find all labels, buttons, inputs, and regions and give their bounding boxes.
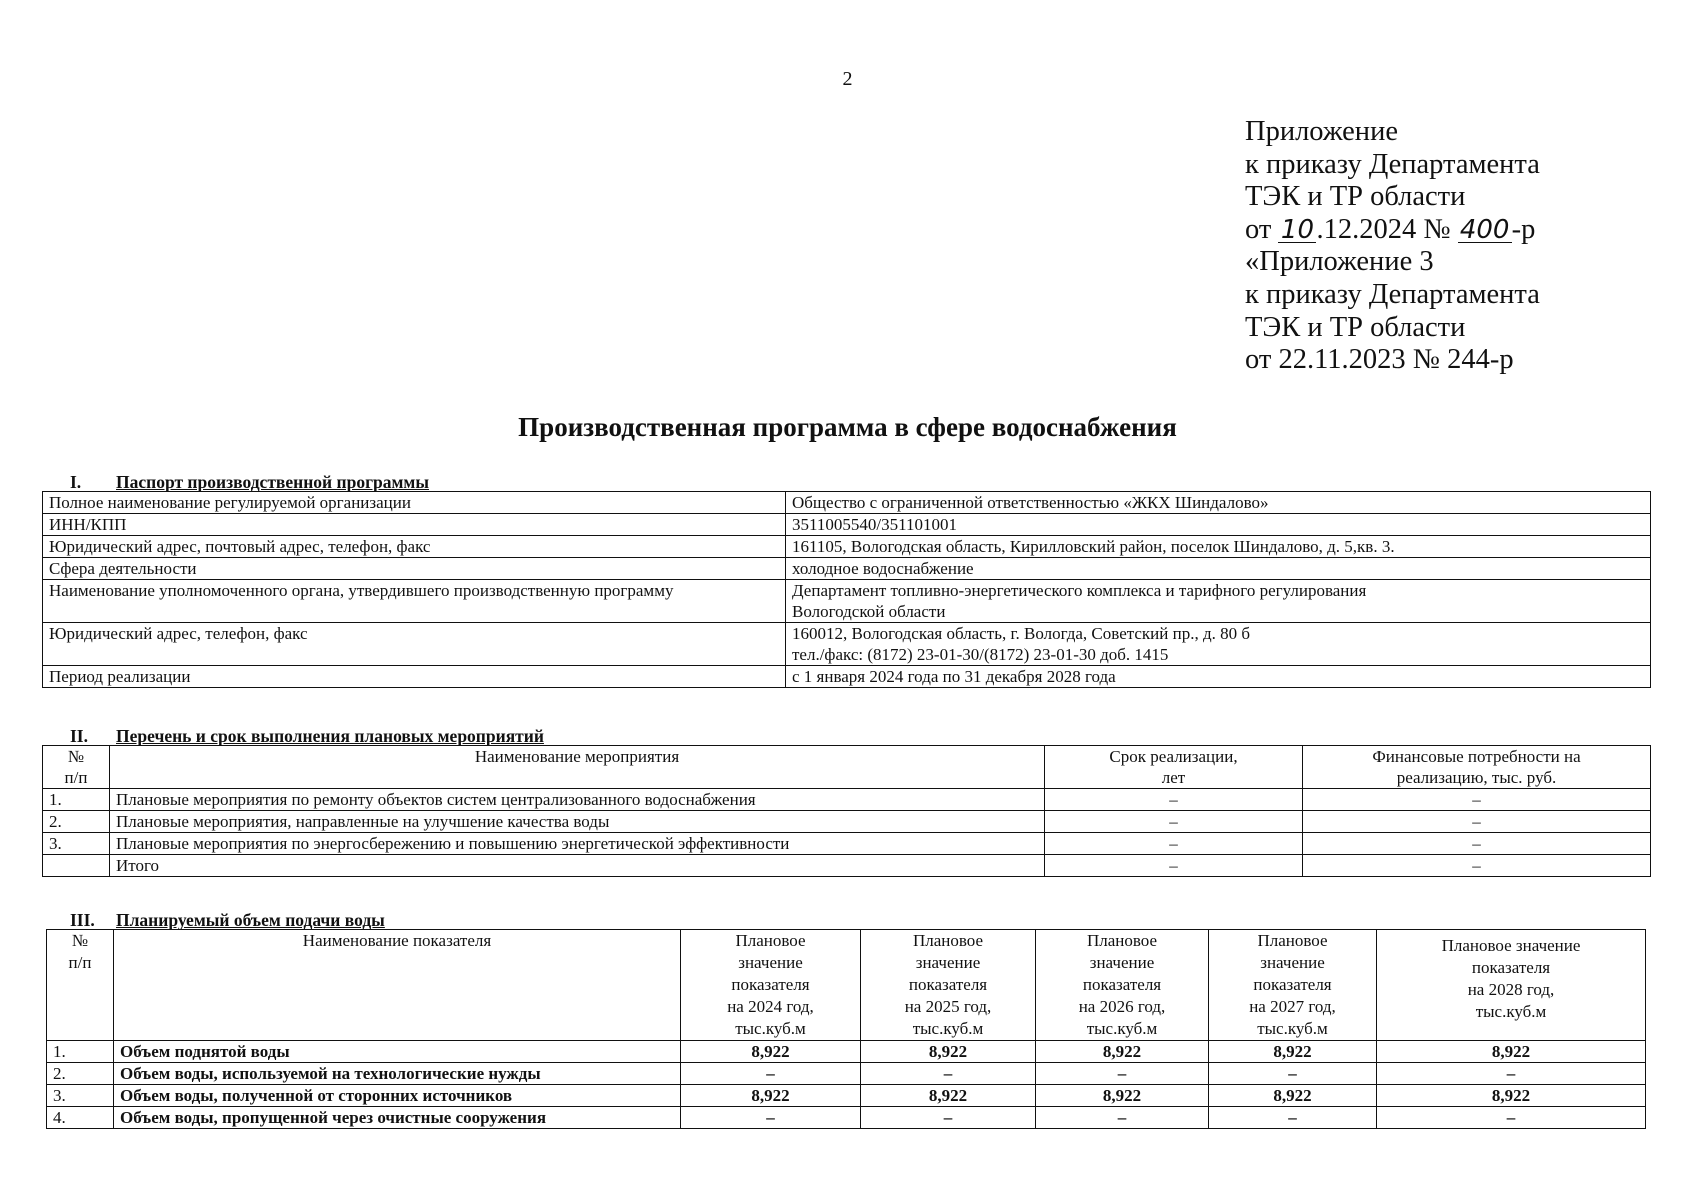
passport-value: 3511005540/351101001 — [786, 514, 1651, 536]
passport-value: Общество с ограниченной ответственностью «ЖКХ Шиндалово» — [786, 492, 1651, 514]
header-line: тыс.куб.м — [1086, 1019, 1158, 1038]
passport-value: с 1 января 2024 года по 31 декабря 2028 года — [786, 666, 1651, 688]
header-line: на 2026 год, — [1078, 997, 1166, 1016]
table-row — [47, 1041, 1646, 1063]
measure-term: – — [1045, 811, 1303, 833]
section-number: I. — [70, 472, 82, 492]
value-2025: 8,922 — [861, 1085, 1036, 1107]
passport-label: Наименование уполномоченного органа, утвердившего производственную программу — [43, 580, 786, 623]
row-num: 1. — [47, 1041, 114, 1063]
table-row — [43, 811, 1651, 833]
value-2028: 8,922 — [1377, 1085, 1646, 1107]
passport-value-line: тел./факс: (8172) 23-01-30/(8172) 23-01-30 доб. 1415 — [792, 645, 1169, 664]
header-line: Плановое — [1086, 931, 1158, 950]
passport-value — [786, 623, 1651, 666]
appendix-line: Приложение — [1245, 116, 1398, 147]
measures-table — [42, 745, 1651, 877]
section-number: II. — [70, 726, 88, 746]
table-row — [43, 536, 1651, 558]
col-header-financing — [1303, 746, 1651, 789]
row-num: 4. — [47, 1107, 114, 1129]
appendix-block — [1245, 116, 1540, 377]
value-2026: – — [1036, 1063, 1209, 1085]
header-line: на 2025 год, — [904, 997, 992, 1016]
value-2028: 8,922 — [1377, 1041, 1646, 1063]
header-line: значение — [738, 953, 803, 972]
passport-table — [42, 491, 1651, 688]
passport-value: холодное водоснабжение — [786, 558, 1651, 580]
section-2-heading — [44, 726, 544, 746]
table-row — [43, 558, 1651, 580]
indicator-name: Объем воды, используемой на технологические нужды — [114, 1063, 681, 1085]
section-title: Планируемый объем подачи воды — [116, 910, 385, 930]
measure-financing: – — [1303, 833, 1651, 855]
passport-label: Юридический адрес, почтовый адрес, телефон, факс — [43, 536, 786, 558]
value-2027: 8,922 — [1209, 1041, 1377, 1063]
col-header-name: Наименование показателя — [114, 930, 681, 1041]
passport-value: 161105, Вологодская область, Кирилловский район, поселок Шиндалово, д. 5,кв. 3. — [786, 536, 1651, 558]
row-num: 3. — [43, 833, 110, 855]
appendix-line: «Приложение 3 — [1245, 246, 1434, 278]
measure-financing: – — [1303, 811, 1651, 833]
section-title: Перечень и срок выполнения плановых мероприятий — [116, 726, 544, 746]
header-line: Срок реализации, — [1109, 747, 1238, 766]
header-line: № — [67, 747, 85, 766]
value-2024: 8,922 — [681, 1085, 861, 1107]
measure-financing: – — [1303, 855, 1651, 877]
header-line: тыс.куб.м — [735, 1019, 806, 1038]
value-2024: – — [681, 1063, 861, 1085]
measure-term: – — [1045, 855, 1303, 877]
handwritten-order-day: 10 — [1278, 218, 1316, 243]
measure-term: – — [1045, 833, 1303, 855]
col-header-term — [1045, 746, 1303, 789]
value-2027: 8,922 — [1209, 1085, 1377, 1107]
header-line: тыс.куб.м — [1475, 1002, 1547, 1021]
passport-label: Полное наименование регулируемой организации — [43, 492, 786, 514]
header-line: Плановое — [1257, 931, 1328, 950]
table-row — [43, 623, 1651, 666]
row-num: 2. — [43, 811, 110, 833]
header-line: Плановое — [735, 931, 806, 950]
header-line: № — [71, 931, 89, 950]
col-header-name: Наименование мероприятия — [110, 746, 1045, 789]
value-2025: 8,922 — [861, 1041, 1036, 1063]
header-line: показателя — [908, 975, 988, 994]
measure-financing: – — [1303, 789, 1651, 811]
header-line: лет — [1161, 768, 1186, 787]
passport-value-line: Вологодской области — [792, 602, 946, 621]
table-row — [43, 789, 1651, 811]
header-line: тыс.куб.м — [1257, 1019, 1328, 1038]
section-3-heading — [44, 910, 385, 930]
col-header-num — [43, 746, 110, 789]
passport-label: Период реализации — [43, 666, 786, 688]
value-2027: – — [1209, 1107, 1377, 1129]
header-line: показателя — [731, 975, 810, 994]
table-row — [43, 514, 1651, 536]
passport-value-line: Департамент топливно-энергетического комплекса и тарифного регулирования — [792, 581, 1367, 600]
col-header-2026 — [1036, 930, 1209, 1041]
header-line: п/п — [68, 953, 92, 972]
measure-name: Итого — [110, 855, 1045, 877]
header-line: на 2027 год, — [1249, 997, 1336, 1016]
section-title: Паспорт производственной программы — [116, 472, 430, 492]
header-line: показателя — [1253, 975, 1332, 994]
appendix-line: от 22.11.2023 № 244-р — [1245, 344, 1514, 376]
value-2027: – — [1209, 1063, 1377, 1085]
col-header-2027 — [1209, 930, 1377, 1041]
passport-label: Юридический адрес, телефон, факс — [43, 623, 786, 666]
document-title: Производственная программа в сфере водоснабжения — [518, 412, 1177, 442]
section-1-heading — [44, 472, 429, 492]
header-line: показателя — [1471, 958, 1551, 977]
value-2024: – — [681, 1107, 861, 1129]
order-suffix: -р — [1511, 213, 1536, 245]
measure-name: Плановые мероприятия, направленные на улучшение качества воды — [110, 811, 1045, 833]
table-row — [43, 666, 1651, 688]
row-num: 3. — [47, 1085, 114, 1107]
indicator-name: Объем воды, полученной от сторонних источников — [114, 1085, 681, 1107]
order-prefix: от — [1245, 213, 1272, 245]
header-line: на 2028 год, — [1467, 980, 1555, 999]
col-header-2028 — [1377, 930, 1646, 1041]
appendix-line: к приказу Департамента — [1245, 278, 1540, 310]
col-header-2024 — [681, 930, 861, 1041]
table-row — [47, 1063, 1646, 1085]
table-row — [43, 580, 1651, 623]
header-line: п/п — [64, 768, 88, 787]
measure-name: Плановые мероприятия по энергосбережению и повышению энергетической эффективности — [110, 833, 1045, 855]
measure-term: – — [1045, 789, 1303, 811]
header-line: значение — [915, 953, 981, 972]
appendix-line: ТЭК и ТР области — [1245, 311, 1466, 343]
header-line: Плановое — [912, 931, 984, 950]
value-2026: 8,922 — [1036, 1085, 1209, 1107]
header-line: показателя — [1082, 975, 1162, 994]
row-num: 2. — [47, 1063, 114, 1085]
handwritten-order-number: 400 — [1458, 218, 1512, 243]
value-2028: – — [1377, 1107, 1646, 1129]
header-row — [47, 930, 1646, 1041]
row-num — [43, 855, 110, 877]
header-line: значение — [1089, 953, 1155, 972]
water-volume-table — [46, 929, 1646, 1129]
total-row — [43, 855, 1651, 877]
table-row — [47, 1085, 1646, 1107]
order-mid: .12.2024 № — [1316, 213, 1451, 245]
order-date-line — [1245, 214, 1540, 247]
value-2025: – — [861, 1063, 1036, 1085]
page-number: 2 — [842, 68, 853, 90]
value-2026: – — [1036, 1107, 1209, 1129]
appendix-line: к приказу Департамента — [1245, 148, 1540, 180]
value-2028: – — [1377, 1063, 1646, 1085]
header-row — [43, 746, 1651, 789]
table-row — [43, 833, 1651, 855]
value-2026: 8,922 — [1036, 1041, 1209, 1063]
header-line: Плановое значение — [1441, 936, 1581, 955]
col-header-num — [47, 930, 114, 1041]
passport-label: Сфера деятельности — [43, 558, 786, 580]
indicator-name: Объем воды, пропущенной через очистные сооружения — [114, 1107, 681, 1129]
header-line: реализацию, тыс. руб. — [1396, 768, 1557, 787]
header-line: на 2024 год, — [727, 997, 814, 1016]
row-num: 1. — [43, 789, 110, 811]
value-2025: – — [861, 1107, 1036, 1129]
passport-label: ИНН/КПП — [43, 514, 786, 536]
header-line: Финансовые потребности на — [1372, 747, 1581, 766]
appendix-line: ТЭК и ТР области — [1245, 181, 1466, 213]
section-number: III. — [70, 910, 95, 930]
measure-name: Плановые мероприятия по ремонту объектов систем централизованного водоснабжения — [110, 789, 1045, 811]
table-row — [47, 1107, 1646, 1129]
header-line: тыс.куб.м — [912, 1019, 984, 1038]
value-2024: 8,922 — [681, 1041, 861, 1063]
indicator-name: Объем поднятой воды — [114, 1041, 681, 1063]
header-line: значение — [1260, 953, 1325, 972]
col-header-2025 — [861, 930, 1036, 1041]
table-row — [43, 492, 1651, 514]
passport-value-line: 160012, Вологодская область, г. Вологда, Советский пр., д. 80 б — [792, 624, 1251, 643]
passport-value — [786, 580, 1651, 623]
